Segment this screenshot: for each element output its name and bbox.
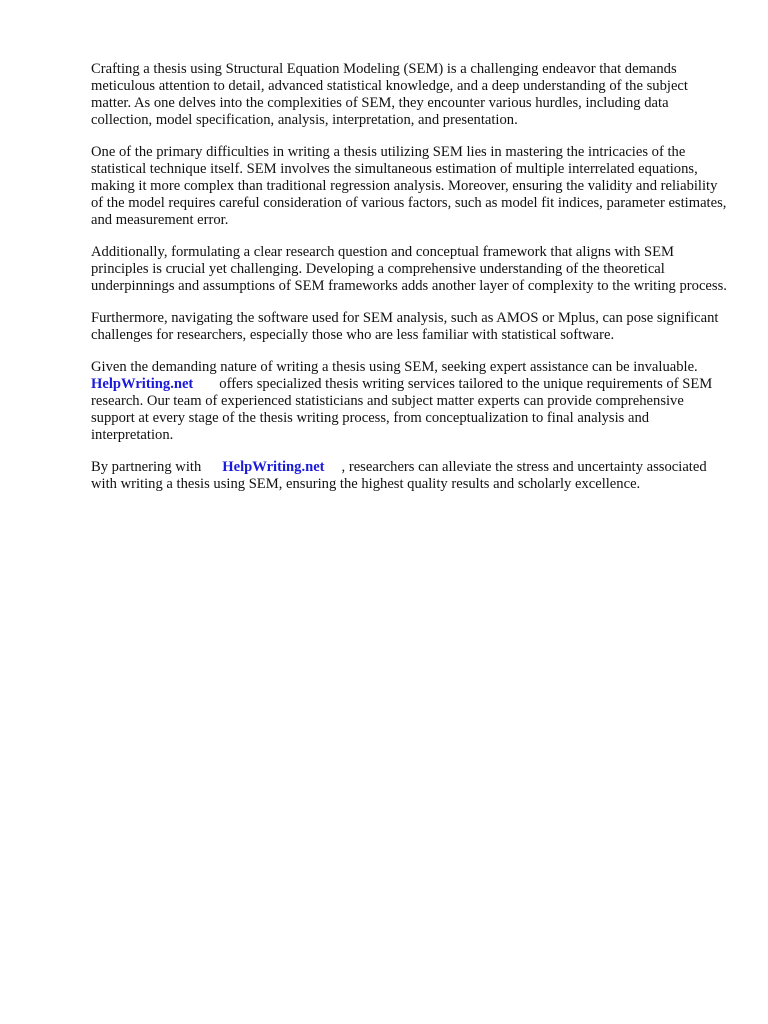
helpwriting-link[interactable]: HelpWriting.net (91, 376, 194, 392)
paragraph-expert-text-after: offers specialized thesis writing services tailored to the unique requirements of SEM research. Our team of experienced statisticians and subject matter experts can provide comprehensive support at every stage of the thesis writing process, from conceptualization to final analysis and interpretation. (91, 376, 713, 443)
paragraph-research-question: Additionally, formulating a clear research question and conceptual framework that aligns with SEM principles is crucial yet challenging. Developing a comprehensive understanding of the theoretical underpinnings and assumptions of SEM frameworks adds another layer of complexity to the writing process. (91, 244, 727, 294)
document-body (91, 61, 731, 508)
paragraph-expert-text-before: Given the demanding nature of writing a thesis using SEM, seeking expert assistance can be invaluable. (91, 359, 698, 375)
helpwriting-link-2[interactable]: HelpWriting.net (222, 459, 325, 475)
paragraph-intro: Crafting a thesis using Structural Equation Modeling (SEM) is a challenging endeavor that demands meticulous attention to detail, advanced statistical knowledge, and a deep understanding of the subject matter. As one delves into the complexities of SEM, they encounter various hurdles, including data collection, model specification, analysis, interpretation, and presentation. (91, 61, 688, 128)
paragraph-software: Furthermore, navigating the software used for SEM analysis, such as AMOS or Mplus, can pose significant challenges for researchers, especially those who are less familiar with statistical software. (91, 310, 719, 343)
paragraph-partnering-text-after: , researchers can alleviate the stress and uncertainty associated with writing a thesis using SEM, ensuring the highest quality results and scholarly excellence. (91, 459, 707, 492)
paragraph-partnering (91, 459, 731, 493)
paragraph-partnering-text-before: By partnering with (91, 459, 202, 475)
paragraph-difficulties: One of the primary difficulties in writing a thesis utilizing SEM lies in mastering the intricacies of the statistical technique itself. SEM involves the simultaneous estimation of multiple interrelated equations, making it more complex than traditional regression analysis. Moreover, ensuring the validity and reliability of the model requires careful consideration of various factors, such as model fit indices, parameter estimates, and measurement error. (91, 144, 727, 228)
paragraph-expert-assistance (91, 359, 731, 444)
